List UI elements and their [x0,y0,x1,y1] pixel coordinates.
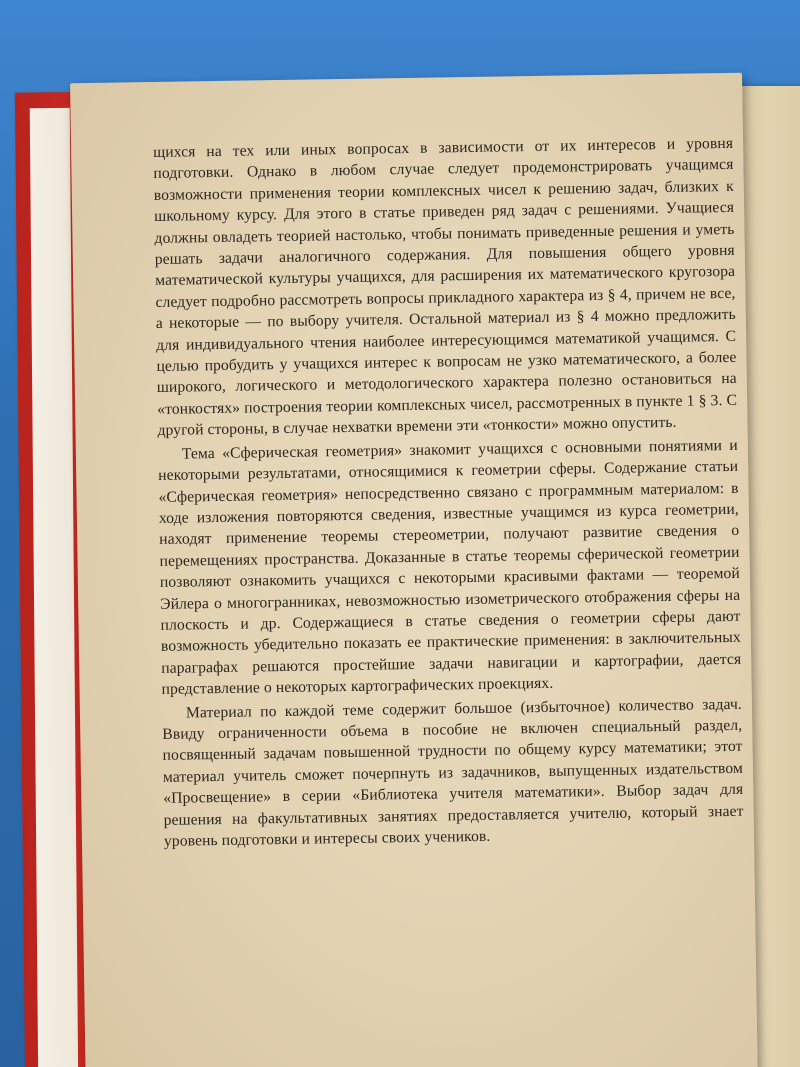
page-text [153,133,744,852]
paragraph-1: щихся на тех или иных вопросах в зависимости от их интересов и уровня подготовки. Однако в любом случае следует продемонстрировать учащимся возможности применения теории комплексных чисел к решению задач, близких к школьному курсу. Для этого в статье приведен ряд задач с решениями. Учащиеся должны овладеть теорией настолько, чтобы понимать приведенные решения и уметь решать задачи аналогичного содержания. Для повышения общего уровня математической культуры учащихся, для расширения их математического кругозора следует подробно рассмотреть вопросы прикладного характера из § 4, причем не все, а некоторые — по выбору учителя. Остальной материал из § 4 можно предложить для индивидуального чтения наиболее интересующимся математикой учащимся. С целью пробудить у учащихся интерес к вопросам не узко математического, а более широкого, логического и методологического характера полезно остановиться на «тонкостях» построения теории комплексных чисел, рассмотренных в пункте 1 § 3. С другой стороны, в случае нехватки времени эти «тонкости» можно опустить. [153,134,738,440]
book-page [70,73,758,1067]
book-cover-white-stripe [30,108,79,1067]
paragraph-2: Тема «Сферическая геометрия» знакомит учащихся с основными понятиями и некоторыми результатами, относящимися к геометрии сферы. Содержание статьи «Сферическая геометрия» непосредственно связано с программным материалом: в ходе изложения повторяются сведения, известные учащимся из курса геометрии, находят применение теоремы стереометрии, получают развитие сведения о перемещениях пространства. Доказанные в статье теоремы сферической геометрии позволяют ознакомить учащихся с некоторыми красивыми фактами — теоремой Эйлера о многогранниках, невозможностью изометрического отображения сферы на плоскость и др. Содержащиеся в статье сведения о геометрии сферы дают возможность убедительно показать ее практические применения: в заключительных параграфах решаются простейшие задачи навигации и картографии, дается представление о некоторых картографических проекциях. [158,436,742,699]
paragraph-3: Материал по каждой теме содержит большое (избыточное) количество задач. Ввиду ограниченности объема в пособие не включен специальный раздел, посвященный задачам повышенной трудности по общему курсу математики; этот материал учитель сможет почерпнуть из задачников, выпущенных издательством «Просвещение» в серии «Библиотека учителя математики». Выбор задач для решения на факультативных занятиях предоставляется учителю, который знает уровень подготовки и интересы своих учеников. [162,695,744,850]
